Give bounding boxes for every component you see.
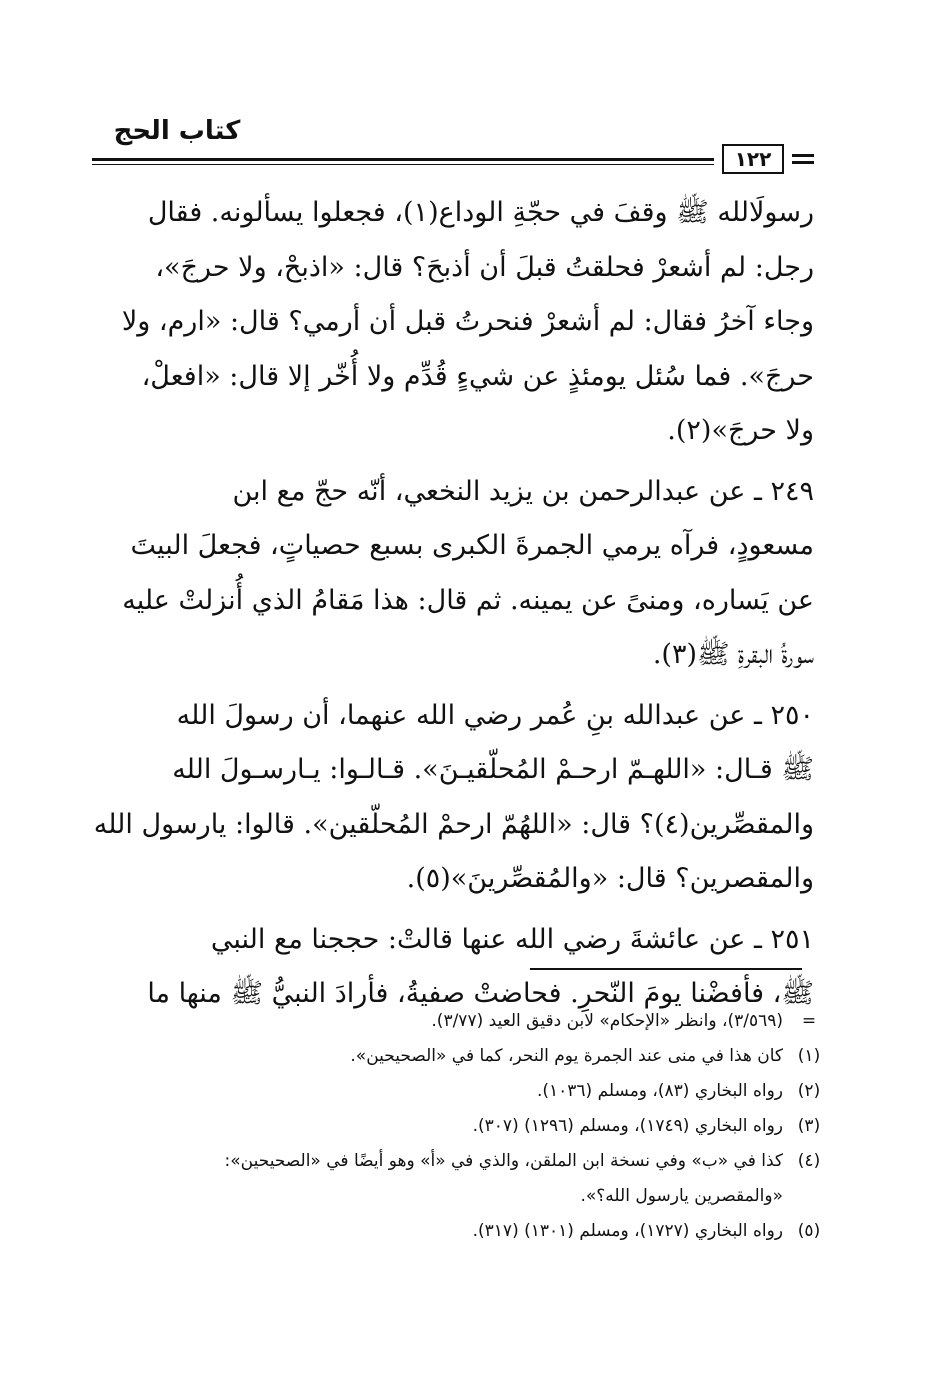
text-line: سورةُ البقرةِ ﷺ(٣). [652, 639, 814, 670]
header-rule [92, 158, 714, 165]
footnote-text: (٣/٥٦٩)، وانظر «الإحكام» لابن دقيق العيد (٣/٧٧). [431, 1011, 783, 1031]
text-line: والمقصرين؟ قال: «والمُقصِّرينَ»(٥). [406, 863, 814, 894]
footnote-separator [530, 968, 802, 970]
footnotes [92, 1004, 827, 1249]
footnote-4 [92, 1144, 827, 1214]
footnote-mark: (١) [797, 1046, 821, 1066]
text-line: حرجَ». فما سُئل يومئذٍ عن شيءٍ قُدِّم ولا أُخّر إلا قال: «افعلْ، [141, 360, 814, 392]
page-header [92, 108, 814, 178]
text-line: رسولَالله ﷺ وقفَ في حجّةِ الوداع(١)، فجعلوا يسألونه. فقال [147, 197, 814, 228]
footnote-text: كذا في «ب» وفي نسخة ابن الملقن، والذي في «أ» وهو أيضًا في «الصحيحين»: [224, 1151, 783, 1171]
main-text [92, 186, 814, 1022]
footnote-5 [92, 1214, 827, 1249]
footnote-mark: (٥) [797, 1221, 821, 1241]
text-line: ﷺ، فأفضْنا يومَ النّحرِ. فحاضتْ صفيةُ، فأرادَ النبيُّ ﷺ منها ما [147, 978, 814, 1009]
text-line: ولا حرجَ»(٢). [667, 415, 814, 446]
footnote-text: رواه البخاري (٨٣)، ومسلم (١٠٣٦). [536, 1081, 783, 1101]
footnote-text: رواه البخاري (١٧٢٧)، ومسلم (١٣٠١) (٣١٧). [472, 1221, 783, 1241]
footnote-2 [92, 1074, 827, 1109]
text-line: ﷺ قـال: «اللهـمّ ارحـمْ المُحلّقيـنَ». قـالـوا: يـارسـولَ الله [172, 754, 814, 785]
footnote-text: رواه البخاري (١٧٤٩)، ومسلم (١٢٩٦) (٣٠٧). [472, 1116, 783, 1136]
hadith-250 [92, 689, 814, 907]
text-line: ٢٥٠ ـ عن عبدالله بنِ عُمر رضي الله عنهما، أن رسولَ الله [176, 699, 814, 731]
text-line: عن يَساره، ومنىً عن يمينه. ثم قال: هذا مَقامُ الذي أُنزلتْ عليه [122, 584, 814, 616]
footnote-mark: (٢) [797, 1081, 821, 1101]
text-line: وجاء آخرُ فقال: لم أشعرْ فنحرتُ قبل أن أرمي؟ قال: «ارم، ولا [121, 306, 814, 337]
footnote-continued [92, 1004, 827, 1039]
footnote-mark: (٣) [797, 1116, 821, 1136]
running-title: كتاب الحج [113, 116, 241, 146]
paragraph-continuation [92, 186, 814, 459]
footnote-text: «والمقصرين يارسول الله؟». [580, 1186, 783, 1206]
text-line: رجل: لم أشعرْ فحلقتُ قبلَ أن أذبحَ؟ قال: «اذبحْ، ولا حرجَ»، [155, 251, 814, 283]
text-line: والمقصِّرين(٤)؟ قال: «اللهُمّ ارحمْ المُحلّقين». قالوا: يارسول الله [93, 808, 814, 840]
page-number-ornament [792, 154, 814, 168]
footnote-3 [92, 1109, 827, 1144]
footnote-1 [92, 1039, 827, 1074]
hadith-249 [92, 465, 814, 683]
text-line: ٢٥١ ـ عن عائشةَ رضي الله عنها قالتْ: حججنا مع النبي [210, 923, 814, 955]
text-line: ٢٤٩ ـ عن عبدالرحمن بن يزيد النخعي، أنّه حجّ مع ابن [232, 475, 814, 507]
page-number: ١٢٢ [722, 144, 784, 174]
footnote-mark: = [801, 1011, 817, 1031]
footnote-text: كان هذا في منى عند الجمرة يوم النحر، كما في «الصحيحين». [350, 1046, 783, 1066]
text-line: مسعودٍ، فرآه يرمي الجمرةَ الكبرى بسبع حصياتٍ، فجعلَ البيتَ [130, 530, 814, 561]
footnote-mark: (٤) [797, 1151, 821, 1171]
